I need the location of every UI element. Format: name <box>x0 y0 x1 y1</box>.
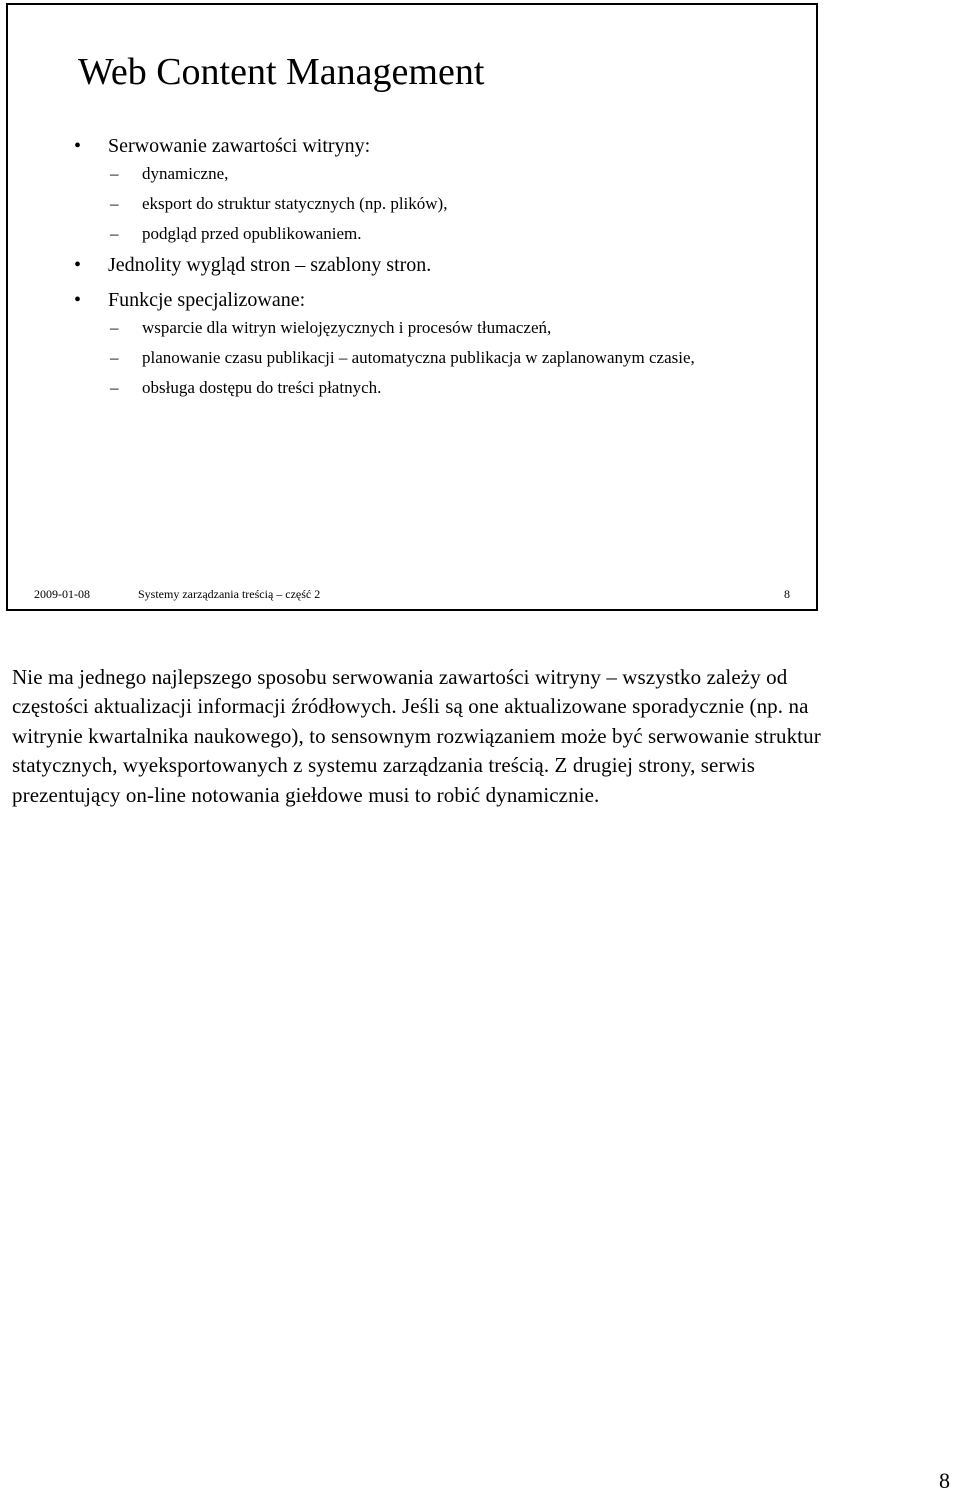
dash-icon: – <box>110 224 119 243</box>
dash-icon: – <box>110 378 119 397</box>
sub-bullet-item <box>108 222 792 245</box>
bullet-icon: • <box>74 135 82 157</box>
dash-icon: – <box>110 318 119 337</box>
sub-bullet-text: podgląd przed opublikowaniem. <box>142 224 362 243</box>
dash-icon: – <box>110 194 119 213</box>
sub-bullet-list <box>108 162 792 245</box>
bullet-text: Serwowanie zawartości witryny: <box>108 135 371 157</box>
sub-bullet-item <box>108 376 792 399</box>
bullet-item <box>72 287 792 399</box>
slide-footer-title: Systemy zarządzania treścią – część 2 <box>138 587 321 601</box>
dash-icon: – <box>110 164 119 183</box>
page-number: 8 <box>939 1468 950 1493</box>
bullet-item <box>72 133 792 245</box>
sub-bullet-item <box>108 346 792 369</box>
slide-title: Web Content Management <box>78 51 485 93</box>
bullet-icon: • <box>74 254 82 276</box>
bullet-item <box>72 252 792 278</box>
sub-bullet-text: dynamiczne, <box>142 164 229 183</box>
slide <box>6 3 818 611</box>
slide-footer-page-number: 8 <box>784 587 790 601</box>
speaker-notes: Nie ma jednego najlepszego sposobu serwowania zawartości witryny – wszystko zależy od częstości aktualizacji informacji źródłowych. Jeśli są one aktualizowane sporadycznie (np. na witrynie kwartalnika naukowego), to sensownym rozwiązaniem może być serwowanie struktur statycznych, wyeksportowanych z systemu zarządzania treścią. Z drugiej strony, serwis prezentujący on-line notowania giełdowe musi to robić dynamicznie. <box>12 665 821 807</box>
slide-footer-date: 2009-01-08 <box>34 587 90 601</box>
sub-bullet-item <box>108 162 792 185</box>
sub-bullet-text: obsługa dostępu do treści płatnych. <box>142 378 382 397</box>
sub-bullet-item <box>108 192 792 215</box>
bullet-text: Jednolity wygląd stron – szablony stron. <box>108 254 432 276</box>
sub-bullet-item <box>108 316 792 339</box>
dash-icon: – <box>110 348 119 367</box>
bullet-icon: • <box>74 289 82 311</box>
sub-bullet-text: wsparcie dla witryn wielojęzycznych i procesów tłumaczeń, <box>142 318 552 337</box>
bullet-text: Funkcje specjalizowane: <box>108 289 306 311</box>
slide-bullet-list <box>72 133 792 406</box>
sub-bullet-list <box>108 316 792 399</box>
sub-bullet-text: planowanie czasu publikacji – automatyczna publikacja w zaplanowanym czasie, <box>142 348 695 367</box>
sub-bullet-text: eksport do struktur statycznych (np. plików), <box>142 194 448 213</box>
